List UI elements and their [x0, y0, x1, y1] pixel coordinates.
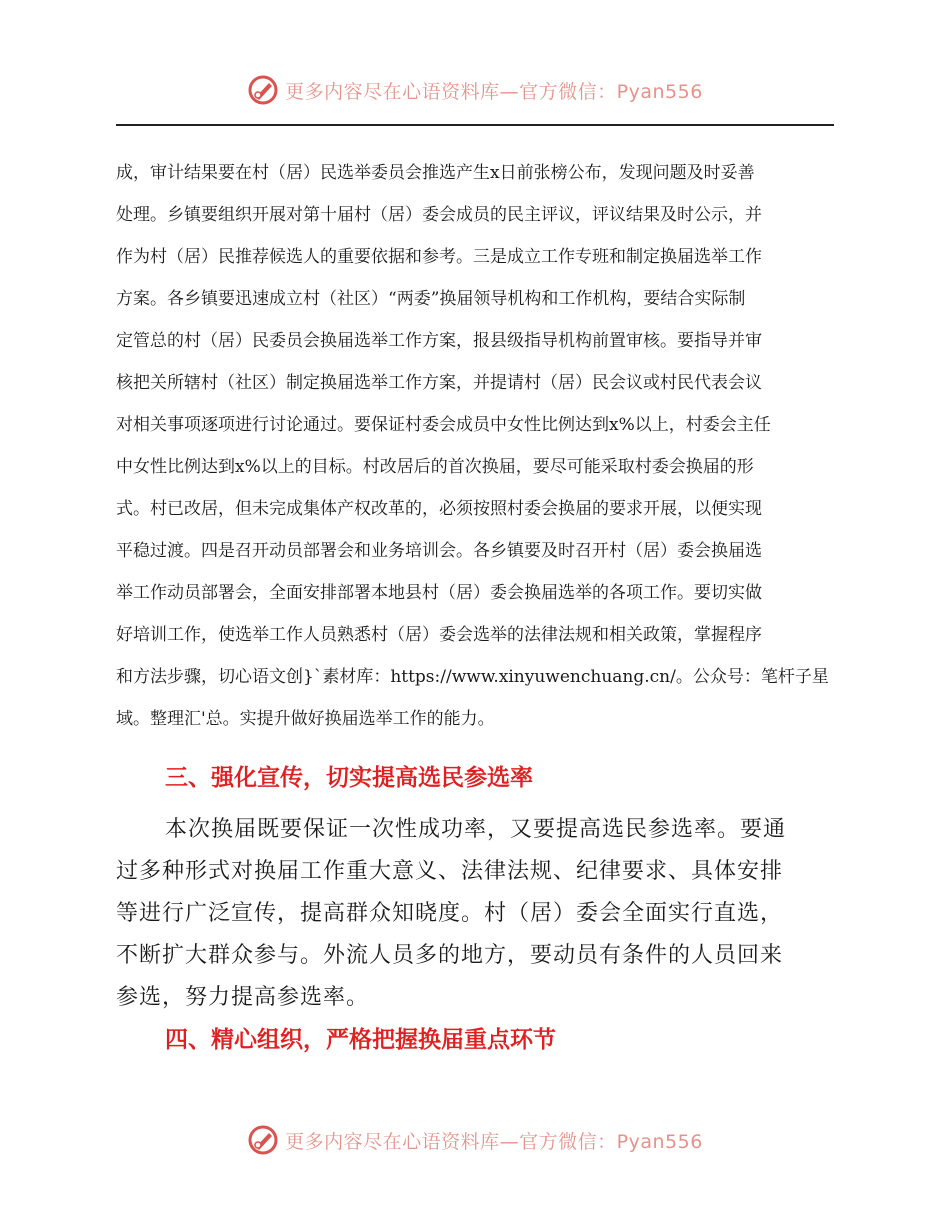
text-line: 域。整理汇'总。实提升做好换届选举工作的能力。 [116, 709, 495, 729]
text-line: 平稳过渡。四是召开动员部署会和业务培训会。各乡镇要及时召开村（居）委会换届选 [116, 541, 762, 561]
text-line: 对相关事项逐项进行讨论通过。要保证村委会成员中女性比例达到x%以上，村委会主任 [116, 415, 771, 435]
header-banner [0, 70, 950, 110]
text-line: 核把关所辖村（社区）制定换届选举工作方案，并提请村（居）民会议或村民代表会议 [116, 373, 762, 393]
text-line: 作为村（居）民推荐候选人的重要依据和参考。三是成立工作专班和制定换届选举工作 [116, 247, 762, 267]
text-line: 好培训工作，使选举工作人员熟悉村（居）委会选举的法律法规和相关政策，掌握程序 [116, 625, 762, 645]
text-line: 成，审计结果要在村（居）民选举委员会推选产生x日前张榜公布，发现问题及时妥善 [116, 163, 755, 183]
section-heading-3: 三、强化宣传，切实提高选民参选率 [165, 765, 533, 791]
text-line: 举工作动员部署会，全面安排部署本地县村（居）委会换届选举的各项工作。要切实做 [116, 583, 762, 603]
banner-text: 更多内容尽在心语资料库—官方微信：Pyan556 [285, 80, 703, 103]
text-line: 中女性比例达到x%以上的目标。村改居后的首次换届，要尽可能采取村委会换届的形 [116, 457, 754, 477]
text-line: 定管总的村（居）民委员会换届选举工作方案，报县级指导机构前置审核。要指导并审 [116, 331, 762, 351]
banner-text: 更多内容尽在心语资料库—官方微信：Pyan556 [285, 1130, 703, 1153]
text-line: 过多种形式对换届工作重大意义、法律法规、纪律要求、具体安排 [116, 859, 784, 884]
text-line: 方案。各乡镇要迅速成立村（社区）“两委”换届领导机构和工作机构，要结合实际制 [116, 289, 746, 309]
footer-banner [0, 1120, 950, 1160]
text-line: 处理。乡镇要组织开展对第十届村（居）委会成员的民主评议，评议结果及时公示，并 [116, 205, 762, 225]
text-line: 参选，努力提高参选率。 [116, 985, 370, 1010]
logo-icon [247, 74, 279, 106]
text-line: 和方法步骤，切心语文创}`素材库：https://www.xinyuwenchuang.cn/。公众号：笔杆子星 [116, 667, 829, 687]
header-rule [116, 124, 834, 126]
text-line: 式。村已改居，但未完成集体产权改革的，必须按照村委会换届的要求开展，以便实现 [116, 499, 762, 519]
logo-icon [247, 1124, 279, 1156]
text-line: 本次换届既要保证一次性成功率，又要提高选民参选率。要通 [165, 817, 787, 842]
text-line: 不断扩大群众参与。外流人员多的地方，要动员有条件的人员回来 [116, 943, 784, 968]
text-line: 等进行广泛宣传，提高群众知晓度。村（居）委会全面实行直选， [116, 901, 784, 926]
section-heading-4: 四、精心组织，严格把握换届重点环节 [165, 1027, 556, 1053]
